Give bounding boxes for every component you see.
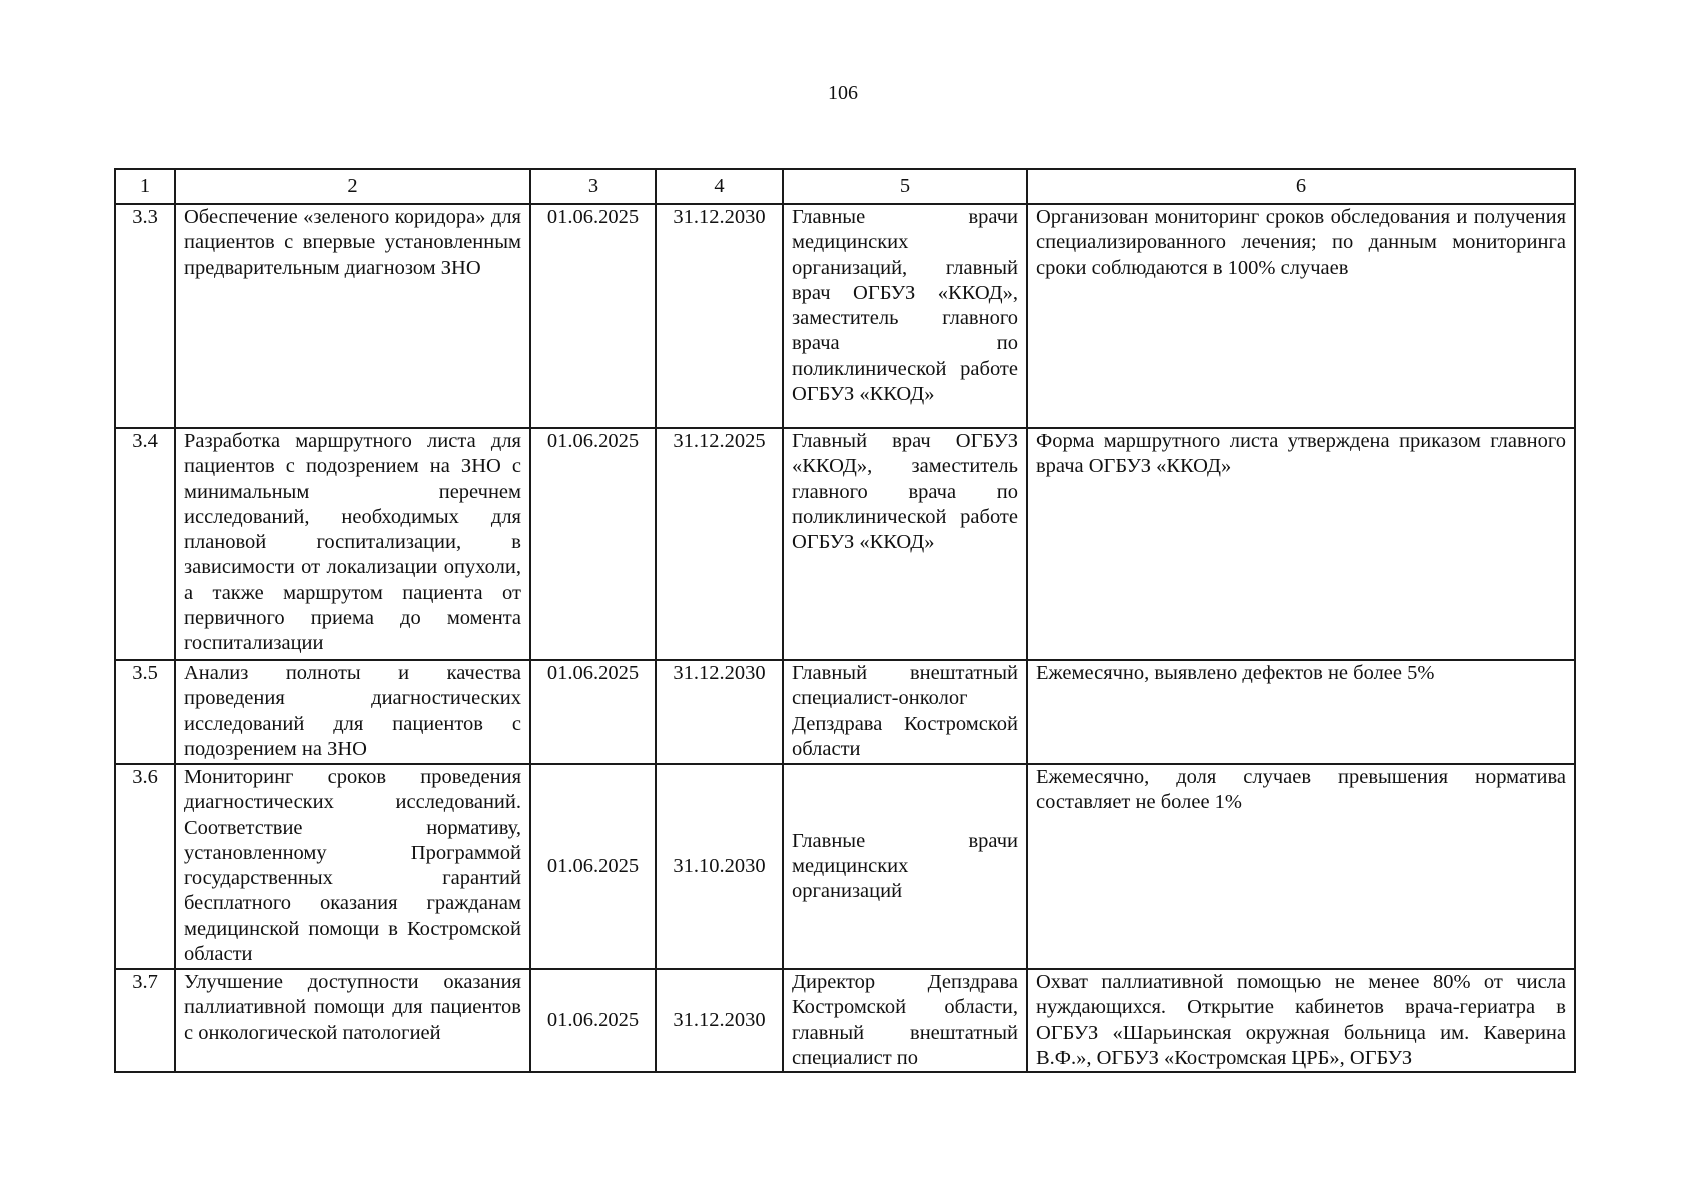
- header-col-1: 1: [115, 169, 175, 204]
- row-id: 3.4: [115, 428, 175, 660]
- row-result: Организован мониторинг сроков обследования и получения специализированного лечения; по данным мониторинга сроки соблюдаются в 100% случаев: [1027, 204, 1575, 428]
- row-responsible: Главный врач ОГБУЗ «ККОД», заместитель главного врача по поликлинической работе ОГБУЗ «ККОД»: [783, 428, 1027, 660]
- row-activity: Обеспечение «зеленого коридора» для пациентов с впервые установленным предварительным диагнозом ЗНО: [175, 204, 530, 428]
- activity-table: [114, 168, 1576, 1073]
- row-result: Охват паллиативной помощью не менее 80% от числа нуждающихся. Открытие кабинетов врача-гериатра в ОГБУЗ «Шарьинская окружная больница им. Каверина В.Ф.», ОГБУЗ «Костромская ЦРБ», ОГБУЗ: [1027, 969, 1575, 1072]
- table-row: [115, 764, 1575, 969]
- row-result: Форма маршрутного листа утверждена приказом главного врача ОГБУЗ «ККОД»: [1027, 428, 1575, 660]
- row-id: 3.5: [115, 660, 175, 764]
- row-activity: Анализ полноты и качества проведения диагностических исследований для пациентов с подозрением на ЗНО: [175, 660, 530, 764]
- row-end-date: 31.12.2030: [656, 660, 783, 764]
- row-responsible: Директор Депздрава Костромской области, главный внештатный специалист по: [783, 969, 1027, 1072]
- row-activity: Улучшение доступности оказания паллиативной помощи для пациентов с онкологической патологией: [175, 969, 530, 1072]
- header-col-6: 6: [1027, 169, 1575, 204]
- page-number: 106: [828, 82, 858, 104]
- row-start-date: 01.06.2025: [530, 204, 656, 428]
- row-start-date: 01.06.2025: [530, 660, 656, 764]
- row-end-date: 31.10.2030: [656, 764, 783, 969]
- header-col-2: 2: [175, 169, 530, 204]
- row-start-date: 01.06.2025: [530, 764, 656, 969]
- row-responsible: Главные врачи медицинских организаций, главный врач ОГБУЗ «ККОД», заместитель главного врача по поликлинической работе ОГБУЗ «ККОД»: [783, 204, 1027, 428]
- row-result: Ежемесячно, выявлено дефектов не более 5%: [1027, 660, 1575, 764]
- header-col-3: 3: [530, 169, 656, 204]
- header-col-4: 4: [656, 169, 783, 204]
- row-responsible: Главный внештатный специалист-онколог Депздрава Костромской области: [783, 660, 1027, 764]
- header-col-5: 5: [783, 169, 1027, 204]
- row-activity: Разработка маршрутного листа для пациентов с подозрением на ЗНО с минимальным перечнем исследований, необходимых для плановой госпитализации, в зависимости от локализации опухоли, а также маршрутом пациента от первичного приема до момента госпитализации: [175, 428, 530, 660]
- table-row: [115, 660, 1575, 764]
- table-row: [115, 428, 1575, 660]
- row-responsible: Главные врачи медицинских организаций: [783, 764, 1027, 969]
- row-id: 3.6: [115, 764, 175, 969]
- row-activity: Мониторинг сроков проведения диагностических исследований. Соответствие нормативу, установленному Программой государственных гарантий бесплатного оказания гражданам медицинской помощи в Костромской области: [175, 764, 530, 969]
- row-end-date: 31.12.2025: [656, 428, 783, 660]
- row-result: Ежемесячно, доля случаев превышения норматива составляет не более 1%: [1027, 764, 1575, 969]
- row-end-date: 31.12.2030: [656, 969, 783, 1072]
- row-id: 3.7: [115, 969, 175, 1072]
- table-header-row: [115, 169, 1575, 204]
- row-start-date: 01.06.2025: [530, 428, 656, 660]
- table-row: [115, 969, 1575, 1072]
- row-id: 3.3: [115, 204, 175, 428]
- row-end-date: 31.12.2030: [656, 204, 783, 428]
- row-start-date: 01.06.2025: [530, 969, 656, 1072]
- table-row: [115, 204, 1575, 428]
